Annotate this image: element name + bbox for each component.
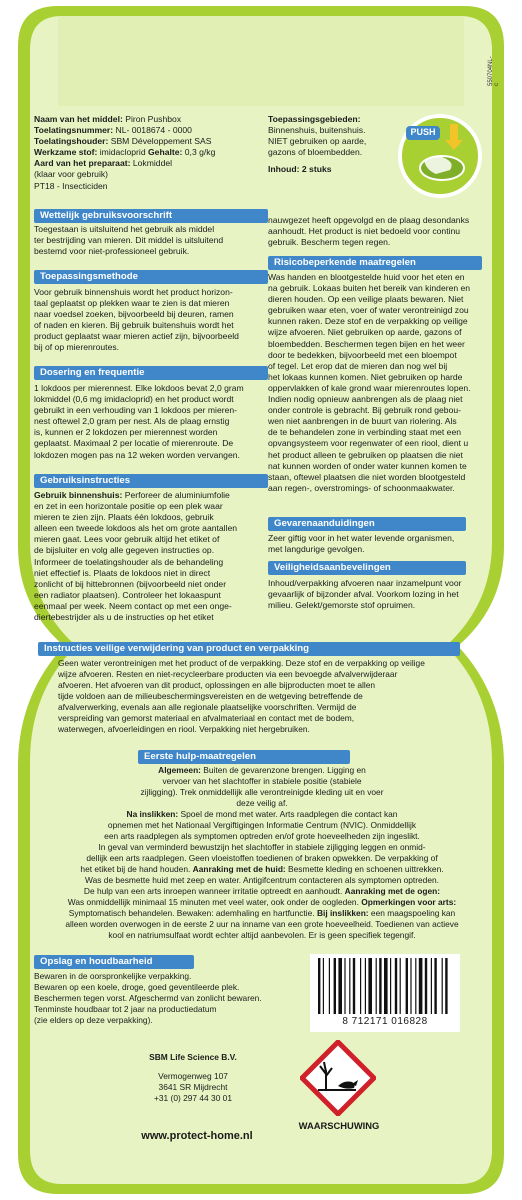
company-street: Vermogenweg 107 (158, 1071, 228, 1081)
barcode-bar (410, 958, 411, 1014)
company-website: www.protect-home.nl (141, 1130, 253, 1142)
barcode-bar (425, 958, 427, 1014)
disposal-heading: Instructies veilige verwijdering van product en verpakking (38, 642, 460, 656)
disposal-text: Geen water verontreinigen met het product of de verpakking. Deze stof en de verpakking op veilige wijze afvoeren. Resten en niet-recycleerbare producten via een bevoegde afvalverwijderaar afvoeren. Het afvoeren van dit product, oplossingen en alle bijproducten moet te allen tijde voldoen aan de milieubeschermingsvereisten en de wetgeving betreffende de afvalverwerking, evenals aan alle regionale plaatselijke voorschriften. Vermijd de verspreiding van gemorst materiaal en afvalmateriaal en contact met de bodem, waterwegen, afvoerleidingen en riool. Verpakking niet hergebruiken. (58, 658, 425, 734)
method-text: Voor gebruik binnenshuis wordt het product horizon- taal geplaatst op plekken waar te zien is dat mieren naar voedsel zoeken, bijvoorbeeld bij deuren, ramen of naden en kieren. Bij gebruik buitenshuis wordt het product geplaatst waar mieren actief zijn, bijvoorbeeld bij of op mierenroutes. (34, 287, 239, 353)
barcode-number: 8 712171 016828 (342, 1016, 428, 1027)
active-substance-line: Werkzame stof: imidacloprid Gehalte: 0,3 g/kg (34, 147, 216, 158)
application-areas: Toepassingsgebieden: Binnenshuis, buitenshuis. NIET gebruiken op aarde, gazons of bloembedden. Inhoud: 2 stuks (268, 114, 367, 175)
barcode-bar (415, 958, 416, 1014)
barcode-bar (445, 958, 447, 1014)
preparation-note: (klaar voor gebruik) (34, 169, 109, 180)
firstaid-text: Algemeen: Buiten de gevarenzone brengen. Ligging en vervoer van het slachtoffer in stabiele positie (stabiele zijligging). Trek onmiddellijk alle verontreinigde kleding uit en voer deze veilig af. Na inslikken: Spoel de mond met water. Arts raadplegen die contact kan opnemen met het Nationaal Vergiftigingen Informatie Centrum (NVIC). Onmiddellijk een arts raadplegen als symptomen optreden en/of grote hoeveelheden zijn ingeslikt. In geval van verminderd bewustzijn het slachtoffer in stabiele zijligging leggen en onmid- dellijk een arts raadplegen. Geen vloeistoffen toedienen of braken opwekken. De verpakking of het etiket bij de hand houden. Aanraking met de huid: Besmette kleding en schoenen uittrekken. Was de besmette huid met zeep en water. Antigifcentrum contacteren als symptomen optreden. De hulp van een arts inroepen wanneer irritatie optreedt en aanhoudt. Aanraking met de ogen: Was onmiddellijk minimaal 15 minuten met veel water, ook onder de oogleden. Opmerkingen voor arts: Symptomatisch behandelen. Bewaken: ademhaling en hartfunctie. Bij inslikken: een maagspoeling kan alleen worden overwogen in de eerste 2 uur na inname van een grote hoeveelheid. Toedienen van actieve kool en natriumsulfaat wordt echter altijd aanbevolen. Er is geen specifiek tegengif. (65, 765, 459, 940)
risk-heading: Risicobeperkende maatregelen (268, 256, 482, 270)
barcode-bar (349, 958, 350, 1014)
risk-text: Was handen en blootgestelde huid voor het eten en na gebruik. Lokaas buiten het bereik van kinderen en dieren houden. Op een veilige plaats bewaren. Niet gebruiken waar eten, voer of water verontreinigd zou kunnen raken. Deze stof en de verpakking op veilige wijze afvoeren. Niet gebruiken op aarde, gazons of bloembedden. Beschermen tegen bijen en het weer door te bedekken, bijvoorbeeld met een bloempot of tegel. Let erop dat de mieren dan nog wel bij het lokaas kunnen komen. Niet gebruiken op harde oppervlakken of kale grond waar mierenroutes lopen. Indien nodig opnieuw aanbrengen als de plaag niet onder controle is gebracht. Bij gebruik rond gebou- wen niet aanbrengen in de buurt van riolering. Als de te behandelen zone in verbinding staat met een opvangsysteem voor regenwater of een riool, dient u het product alleen te gebruiken op plaatsen die niet nat kunnen worden of onder water kunnen komen te staan, oftewel plaatsen die niet worden blootgesteld aan regen-, overstromings- of schoonmaakwater. (268, 272, 471, 493)
dosage-text: 1 lokdoos per mierennest. Elke lokdoos bevat 2,0 gram lokmiddel (0,6 mg imidacloprid) en het product wordt gebruikt in een verhouding van 1 lokdoos per mieren- nest oftewel 2,0 gram per nest. Als de plaag ernstig is, kunnen er 2 lokdozen per mierennest worden geplaatst. Maximaal 2 per locatie of mierenroute. De lokdozen mogen pas na 12 weken worden vervangen. (34, 383, 244, 460)
storage-heading: Opslag en houdbaarheid (34, 955, 194, 969)
article-code: 550704NL-c (488, 56, 500, 86)
product-info (34, 114, 264, 192)
warning-label: WAARSCHUWING (298, 1120, 380, 1131)
hazard-heading: Gevarenaanduidingen (268, 517, 466, 531)
legal-text: Toegestaan is uitsluitend het gebruik als middel ter bestrijding van mieren. Dit middel is uitsluitend bestemd voor niet-professioneel gebruik. (34, 224, 224, 257)
barcode-bar (329, 958, 330, 1014)
barcode-bar (400, 958, 401, 1014)
barcode-bar (318, 958, 320, 1014)
barcode-bar (338, 958, 342, 1014)
barcode-bars (310, 954, 460, 1016)
push-label: PUSH (410, 127, 436, 137)
safety-heading: Veiligheidsaanbevelingen (268, 561, 466, 575)
barcode-bar (431, 958, 432, 1014)
barcode-bar (406, 958, 408, 1014)
barcode-bar (379, 958, 381, 1014)
barcode-bar (365, 958, 366, 1014)
usage-continued-text: nauwgezet heeft opgevolgd en de plaag desondanks aanhoudt. Het product is niet bedoeld voor continu gebruik. Bescherm tegen regen. (268, 215, 470, 248)
barcode-bar (353, 958, 355, 1014)
method-heading: Toepassingsmethode (34, 270, 268, 284)
safety-text: Inhoud/verpakking afvoeren naar inzamelpunt voor gevaarlijk of bijzonder afval. Voorkom lozing in het milieu. Gelekt/gemorste stof opruimen. (268, 578, 462, 611)
product-name-line: Naam van het middel: Piron Pushbox (34, 114, 182, 124)
product-type: PT18 - Insecticiden (34, 180, 108, 191)
company-name: SBM Life Science B.V. (149, 1052, 237, 1062)
barcode-bar (390, 958, 391, 1014)
barcode (310, 954, 460, 1032)
barcode-bar (419, 958, 423, 1014)
barcode-bar (376, 958, 377, 1014)
license-holder-line: Toelatingshouder: SBM Développement SAS (34, 136, 212, 147)
barcode-bar (368, 958, 372, 1014)
barcode-bar (360, 958, 361, 1014)
barcode-bar (344, 958, 345, 1014)
firstaid-heading: Eerste hulp-maatregelen (138, 750, 350, 764)
company-info (108, 1052, 278, 1104)
legal-heading: Wettelijk gebruiksvoorschrift (34, 209, 268, 223)
barcode-bar (323, 958, 324, 1014)
package-card (18, 6, 504, 1194)
company-city: 3641 SR Mijdrecht (158, 1082, 228, 1092)
hazard-text: Zeer giftig voor in het water levende organismen, met langdurige gevolgen. (268, 533, 455, 555)
barcode-bar (384, 958, 388, 1014)
barcode-bar (434, 958, 436, 1014)
dosage-heading: Dosering en frequentie (34, 366, 268, 380)
company-phone: +31 (0) 297 44 30 01 (154, 1093, 232, 1103)
barcode-bar (442, 958, 443, 1014)
usage-heading: Gebruiksinstructies (34, 474, 268, 488)
storage-text: Bewaren in de oorspronkelijke verpakking. Bewaren op een koele, droge, goed geventileerde plek. Beschermen tegen vorst. Afgeschermd van zonlicht bewaren. Tenminste houdbaar tot 2 jaar na productiedatum (zie elders op deze verpakking). (34, 971, 262, 1025)
preparation-line: Aard van het preparaat: Lokmiddel (34, 158, 173, 169)
license-number-line: Toelatingsnummer: NL- 0018674 - 0000 (34, 125, 192, 136)
barcode-bar (395, 958, 397, 1014)
push-button-icon (396, 112, 484, 200)
usage-text: Gebruik binnenshuis: Perforeer de aluminiumfolie en zet in een horizontale positie op een plek waar mieren te zien zijn. Plaats één lokdoos, gebruik alleen een tweede lokdoos als het om grote aantallen mieren gaat. Lees voor gebruik altijd het etiket of de bijsluiter en volg alle gegeven instructies op. Informeer de toelatingshouder als de behandeling niet effectief is. Plaats de lokdoos niet in direct zonlicht of bij hittebronnen (bijvoorbeeld niet onder een radiator plaatsen). Controleer het lokaaspunt eenmaal per week. Neem contact op met een onge- diertebestrijder als u de instructies op het etiket (34, 490, 238, 623)
barcode-bar (334, 958, 336, 1014)
environment-hazard-icon (300, 1040, 376, 1116)
